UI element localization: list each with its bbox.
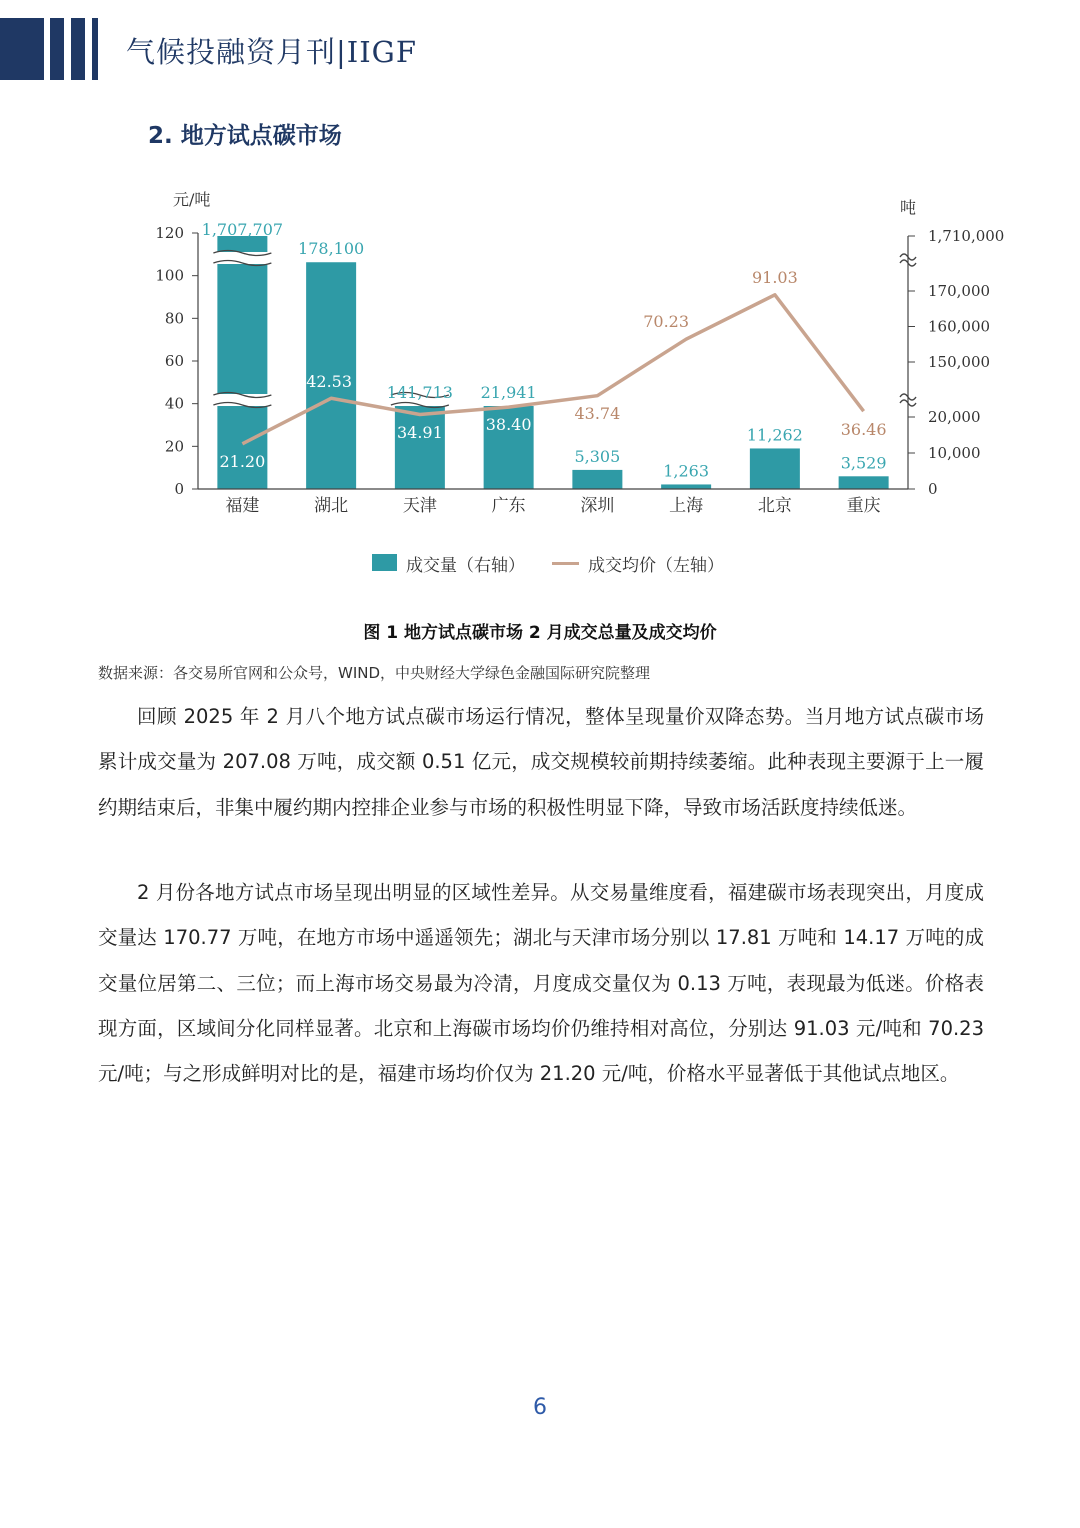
left-tick-label: 80 [164,309,184,328]
chart-legend [0,550,1080,578]
volume-bar [750,448,800,489]
volume-label: 1,263 [663,461,710,481]
body-paragraph: 回顾 2025 年 2 月八个地方试点碳市场运行情况，整体呈现量价双降态势。当月地方试点碳市场累计成交量为 207.08 万吨，成交额 0.51 亿元，成交规模较前期持续萎缩。此种表现主要源于上一履约期结束后，非集中履约期内控排企业参与市场的积极性明显下降，导致市场活跃度持续低迷。 [98,705,984,819]
brand-bar [71,18,85,80]
volume-bar [661,484,711,489]
left-tick-label: 100 [155,266,184,285]
volume-label: 141,713 [386,383,453,402]
brand-bars-logo [0,18,100,80]
volume-label: 1,707,707 [201,220,284,239]
left-tick-label: 0 [174,480,184,498]
legend-line-label: 成交均价（左轴） [588,556,724,576]
price-label: 70.23 [643,312,690,331]
data-labels [202,220,887,480]
brand-bar [50,18,64,80]
category-label: 重庆 [846,496,881,516]
right-axis [900,227,1004,498]
left-axis-unit: 元/吨 [173,190,211,209]
brand-bar [92,18,98,80]
data-source: 数据来源：各交易所官网和公众号，WIND，中央财经大学绿色金融国际研究院整理 [98,664,651,682]
category-label: 福建 [225,496,260,516]
figure-caption: 图 1 地方试点碳市场 2 月成交总量及成交均价 [363,623,717,643]
right-tick-label: 0 [928,480,938,498]
volume-bar [572,470,622,489]
volume-label: 5,305 [574,446,621,466]
left-tick-label: 20 [164,437,184,456]
right-tick-label: 150,000 [928,353,991,371]
category-label: 湖北 [314,496,349,516]
body-paragraph: 2 月份各地方试点市场呈现出明显的区域性差异。从交易量维度看，福建碳市场表现突出，月度成交量达 170.77 万吨，在地方市场中遥遥领先；湖北与天津市场分别以 17.81 万吨和 14.17 万吨的成交量位居第二、三位；而上海市场交易最为冷清，月度成交量仅为 0.13 万吨，表现最为低迷。价格表现方面，区域间分化同样显著。北京和上海碳市场均价仍维持相对高位，分别达 91.03 元/吨和 70.23 元/吨；与之形成鲜明对比的是，福建市场均价仅为 21.20 元/吨，价格水平显著低于其他试点地区。 [98,881,984,1086]
right-tick-label: 20,000 [928,408,981,426]
page-number: 6 [533,1395,547,1420]
price-label: 43.74 [574,404,621,423]
category-label: 广东 [491,496,526,516]
price-label: 34.91 [396,423,443,442]
price-label: 42.53 [306,372,353,391]
left-tick-label: 40 [164,394,184,413]
left-tick-label: 60 [164,352,184,370]
category-label: 深圳 [580,496,615,516]
volume-label: 21,941 [480,383,537,402]
price-label: 21.20 [219,452,266,471]
bar-break-gap [213,252,271,264]
volume-label: 178,100 [298,239,365,259]
right-tick-label: 160,000 [928,317,991,336]
volume-bar [395,406,445,489]
legend-line-swatch [552,562,579,565]
price-label: 38.40 [485,415,532,434]
right-axis-unit: 吨 [900,198,917,217]
volume-label: 11,262 [746,425,803,445]
price-label: 91.03 [751,268,798,287]
legend-bar-label: 成交量（右轴） [406,556,525,576]
carbon-market-chart [0,180,1080,540]
category-label: 天津 [402,496,437,516]
right-tick-label: 10,000 [928,444,981,462]
volume-label: 3,529 [840,453,887,473]
category-label: 北京 [757,496,792,516]
section-title: 2. 地方试点碳市场 [148,123,342,149]
left-axis [155,224,198,498]
x-axis-categories [198,489,908,516]
price-label: 36.46 [840,420,887,439]
category-label: 上海 [669,496,704,516]
left-tick-label: 120 [155,224,184,242]
journal-title: 气候投融资月刊|IIGF [126,35,417,69]
right-tick-label: 170,000 [928,282,991,300]
volume-bar [839,476,889,489]
right-tick-label: 1,710,000 [928,227,1005,245]
legend-bar-swatch [372,554,397,571]
brand-bar [0,18,44,80]
bar-break-gap [213,394,271,406]
